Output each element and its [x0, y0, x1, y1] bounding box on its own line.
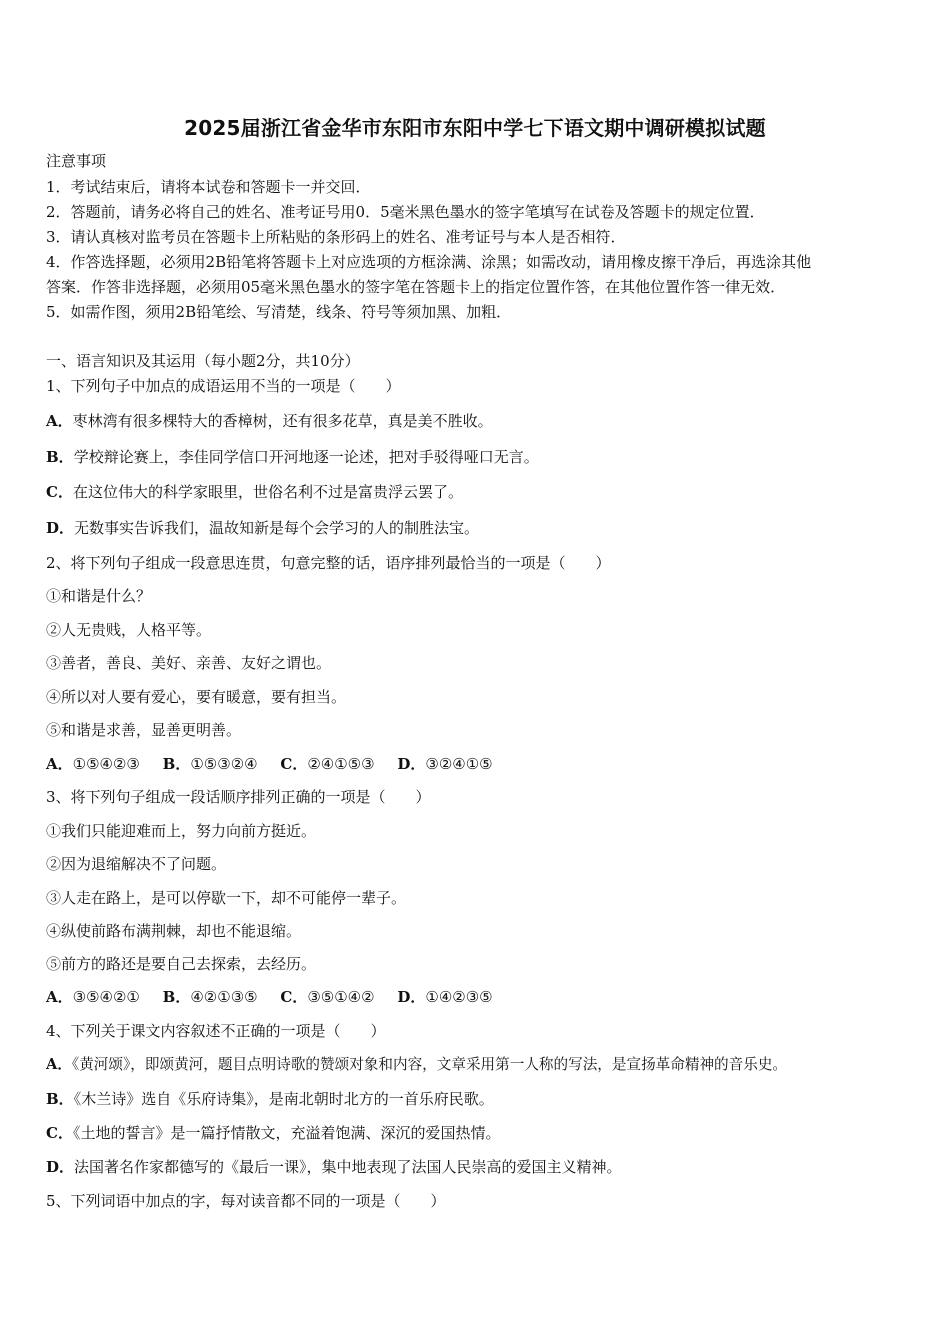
- notice-item: 5．如需作图，须用2B铅笔绘、写清楚，线条、符号等须加黑、加粗．: [46, 303, 512, 321]
- choice-text: ①④②③⑤: [425, 988, 493, 1006]
- choice-text: ①⑤③②④: [190, 755, 258, 773]
- choice-text: ④②①③⑤: [190, 988, 258, 1006]
- question-4-option-c: [46, 1124, 500, 1142]
- option-letter: C．: [46, 1124, 73, 1142]
- option-text: 法国著名作家都德写的《最后一课》，集中地表现了法国人民崇高的爱国主义精神。: [74, 1158, 622, 1176]
- option-letter: D．: [46, 519, 75, 537]
- notice-heading: 注意事项: [46, 152, 107, 170]
- question-3-sentence: ①我们只能迎难而上，努力向前方挺近。: [46, 822, 317, 840]
- choice-letter: B．: [162, 755, 191, 773]
- option-letter: A．: [46, 412, 73, 430]
- choice-text: ③②④①⑤: [425, 755, 493, 773]
- question-4-option-d: [46, 1158, 622, 1176]
- question-2-sentence: ⑤和谐是求善，显善更明善。: [46, 721, 242, 739]
- choice-letter: D．: [397, 755, 426, 773]
- notice-item: 答案．作答非选择题，必须用05毫米黑色墨水的签字笔在答题卡上的指定位置作答，在其他位置作答一律无效．: [46, 278, 786, 296]
- question-1-option-d: [46, 519, 479, 537]
- option-text: 《黄河颂》，即颂黄河，题目点明诗歌的赞颂对象和内容，文章采用第一人称的写法，是宣扬革命精神的音乐史。: [71, 1056, 788, 1073]
- question-3-sentence: ④纵使前路布满荆棘，却也不能退缩。: [46, 922, 302, 940]
- option-text: 《土地的誓言》是一篇抒情散文，充溢着饱满、深沉的爱国热情。: [72, 1124, 501, 1142]
- question-1-stem: 1、下列句子中加点的成语运用不当的一项是（ ）: [46, 377, 401, 395]
- option-text: 枣林湾有很多棵特大的香樟树，还有很多花草，真是美不胜收。: [72, 412, 493, 430]
- choice-text: ③⑤④②①: [72, 988, 140, 1006]
- question-1-option-a: [46, 412, 493, 430]
- notice-item: 2．答题前，请务必将自己的姓名、准考证号用0．5毫米黑色墨水的签字笔填写在试卷及答题卡的规定位置．: [46, 203, 765, 221]
- question-4-option-a: [46, 1056, 787, 1074]
- question-4-option-b: [46, 1090, 494, 1108]
- option-letter: D．: [46, 1158, 75, 1176]
- page-title: 2025届浙江省金华市东阳市东阳中学七下语文期中调研模拟试题: [184, 116, 766, 140]
- question-5-stem: 5、下列词语中加点的字，每对读音都不同的一项是（ ）: [46, 1192, 446, 1210]
- notice-item: 4．作答选择题，必须用2B铅笔将答题卡上对应选项的方框涂满、涂黑；如需改动，请用橡皮擦干净后，再选涂其他: [46, 253, 812, 271]
- question-2-sentence: ④所以对人要有爱心，要有暖意，要有担当。: [46, 688, 347, 706]
- choice-text: ①⑤④②③: [72, 755, 140, 773]
- choice-letter: D．: [397, 988, 426, 1006]
- option-letter: A．: [46, 1056, 72, 1073]
- choice-letter: A．: [46, 755, 73, 773]
- option-text: 在这位伟大的科学家眼里，世俗名利不过是富贵浮云罢了。: [72, 483, 463, 501]
- question-4-stem: 4、下列关于课文内容叙述不正确的一项是（ ）: [46, 1022, 386, 1040]
- question-2-sentence: ③善者，善良、美好、亲善、友好之谓也。: [46, 654, 332, 672]
- choice-letter: B．: [162, 988, 191, 1006]
- question-2-stem: 2、将下列句子组成一段意思连贯，句意完整的话，语序排列最恰当的一项是（ ）: [46, 554, 611, 572]
- question-3-sentence: ⑤前方的路还是要自己去探索，去经历。: [46, 955, 317, 973]
- option-text: 无数事实告诉我们，温故知新是每个会学习的人的制胜法宝。: [74, 519, 480, 537]
- question-2-sentence: ①和谐是什么？: [46, 587, 152, 605]
- question-3-sentence: ③人走在路上，是可以停歇一下，却不可能停一辈子。: [46, 889, 407, 907]
- notice-item: 3．请认真核对监考员在答题卡上所粘贴的条形码上的姓名、准考证号与本人是否相符．: [46, 228, 626, 246]
- question-1-option-b: [46, 448, 539, 466]
- notice-item: 1．考试结束后，请将本试卷和答题卡一并交回．: [46, 178, 371, 196]
- question-3-sentence: ②因为退缩解决不了问题。: [46, 855, 227, 873]
- choice-letter: C．: [280, 988, 308, 1006]
- option-text: 《木兰诗》选自《乐府诗集》，是南北朝时北方的一首乐府民歌。: [73, 1090, 494, 1108]
- option-letter: B．: [46, 1090, 74, 1108]
- question-1-option-c: [46, 483, 463, 501]
- option-letter: B．: [46, 448, 74, 466]
- question-3-stem: 3、将下列句子组成一段话顺序排列正确的一项是（ ）: [46, 788, 431, 806]
- question-2-choices: [46, 755, 493, 773]
- choice-text: ②④①⑤③: [307, 755, 375, 773]
- option-letter: C．: [46, 483, 73, 501]
- choice-text: ③⑤①④②: [307, 988, 375, 1006]
- choice-letter: A．: [46, 988, 73, 1006]
- section-heading: 一、语言知识及其运用（每小题2分，共10分）: [46, 352, 360, 370]
- choice-letter: C．: [280, 755, 308, 773]
- question-3-choices: [46, 988, 493, 1006]
- question-2-sentence: ②人无贵贱，人格平等。: [46, 621, 212, 639]
- option-text: 学校辩论赛上，李佳同学信口开河地逐一论述，把对手驳得哑口无言。: [73, 448, 539, 466]
